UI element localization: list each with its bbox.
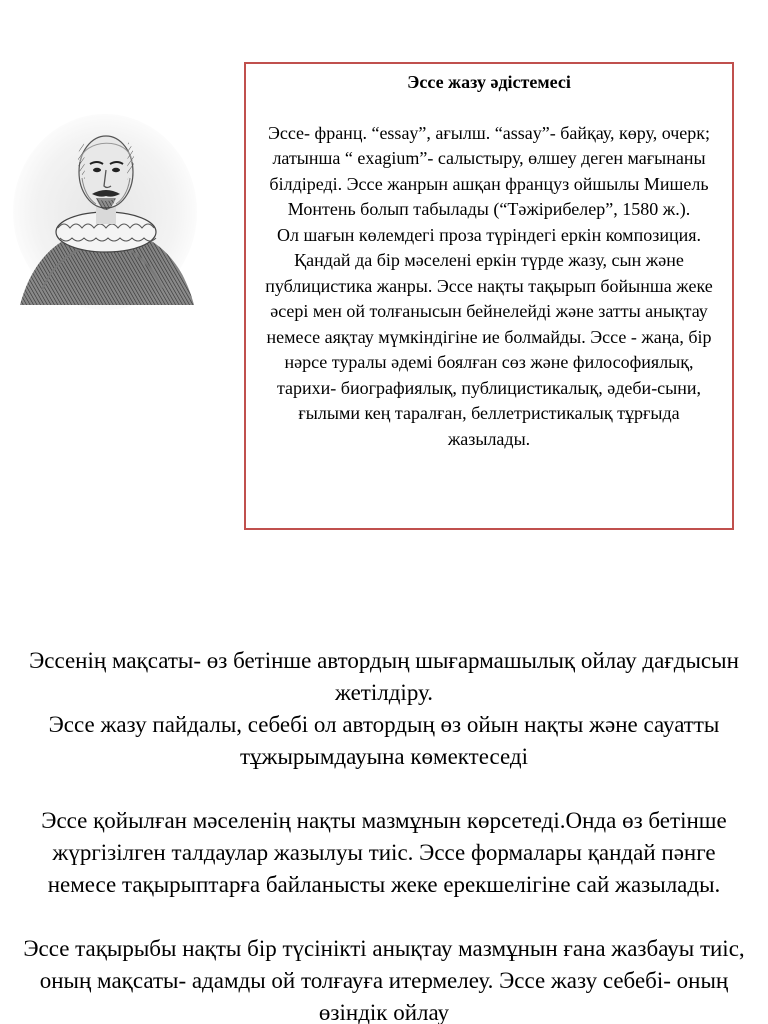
- purpose-sentence: Эссенің мақсаты- өз бетінше автордың шығармашылық ойлау дағдысын жетілдіру.: [29, 648, 739, 705]
- main-text-block: [20, 645, 748, 1024]
- topic-paragraph: Эссе тақырыбы нақты бір түсінікті анықтау мазмұнын ғана жазбауы тиіс, оның мақсаты- адамды ой толғауға итермелеу. Эссе жазу себебі- оның өзіндік ойлау: [23, 936, 745, 1024]
- paragraph-spacer: [20, 773, 748, 805]
- paragraph-spacer: [20, 901, 748, 933]
- box-paragraph-definition: Эссе- франц. “essay”, ағылш. “assay”- байқау, көру, очерк; латынша “ exagium”- салыстыру, өлшеу деген мағынаны білдіреді. Эссе жанрын ашқан француз ойшылы Мишель Монтень болып табылады (“Тәжірибелер”, 1580 ж.).: [267, 122, 711, 219]
- benefit-sentence: Эссе жазу пайдалы, себебі ол автордың өз ойын нақты және сауатты тұжырымдауына көмектеседі: [48, 712, 720, 769]
- box-title: Эссе жазу әдістемесі: [407, 72, 571, 92]
- portrait-engraving-icon: [12, 100, 198, 310]
- box-paragraph-description: Ол шағын көлемдегі проза түріндегі еркін композиция. Қандай да бір мәселені еркін түрде жазу, сын және публицистика жанры. Эссе нақты тақырып бойынша жеке әсері мен ой толғанысын бейнелейді және затты анықтау немесе аяқтау мүмкіндігіне ие болмайды. Эссе - жаңа, бір нәрсе туралы әдемі боялған сөз және философиялық, тарихи- биографиялық, публицистикалық, әдеби-сыни, ғылыми кең таралған, беллетристикалық тұрғыда жазылады.: [265, 224, 713, 449]
- content-paragraph: Эссе қойылған мәселенің нақты мазмұнын көрсетеді.Онда өз бетінше жүргізілген талдаулар жазылуы тиіс. Эссе формалары қандай пәнге немесе тақырыптарға байланысты жеке ерекшелігіне сай жазылады.: [41, 808, 727, 897]
- definition-box: [244, 62, 734, 530]
